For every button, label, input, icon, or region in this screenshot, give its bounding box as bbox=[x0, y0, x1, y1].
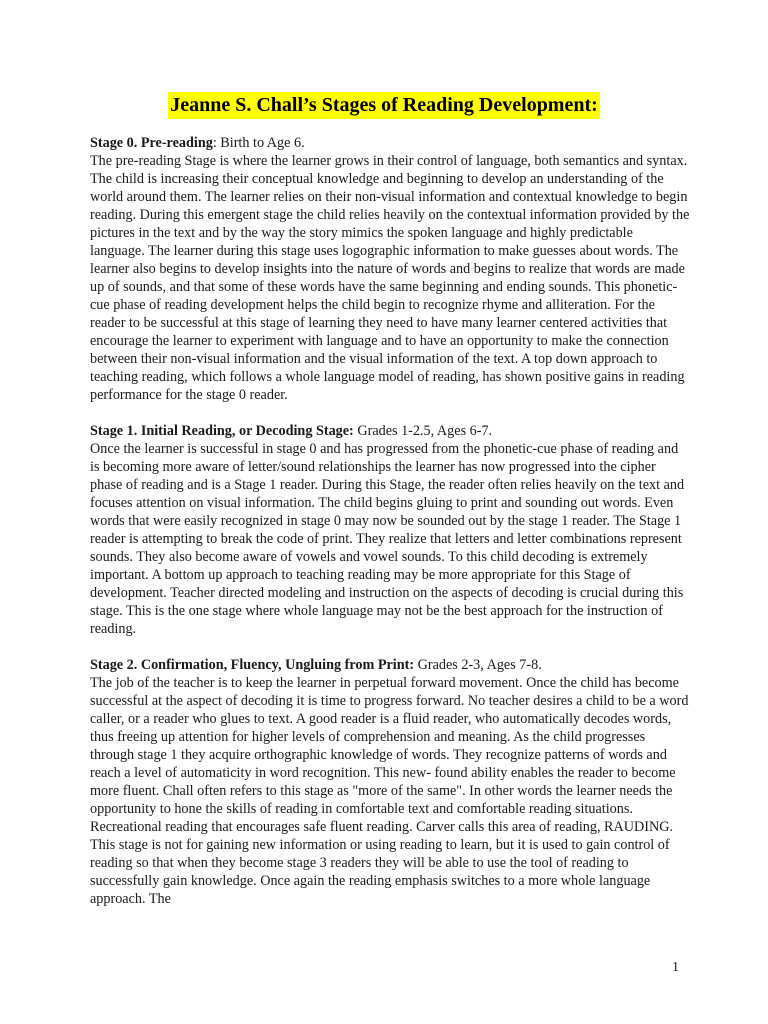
section-stage-0 bbox=[90, 134, 690, 404]
section-heading-line bbox=[90, 656, 690, 674]
section-heading-line bbox=[90, 134, 690, 152]
section-subheading: Grades 1-2.5, Ages 6-7. bbox=[353, 423, 493, 439]
section-paragraph: The job of the teacher is to keep the learner in perpetual forward movement. Once the child has become successful at the aspect of decoding it is time to progress forward. No teacher desires a child to be a word caller, or a reader who glues to text. A good reader is a fluid reader, who automatically decodes words, thus freeing up attention for higher levels of comprehension and meaning. As the child progresses through stage 1 they acquire orthographic knowledge of words. They recognize patterns of words and reach a level of automaticity in word recognition. This new- found ability enables the reader to become more fluent. Chall often refers to this stage as "more of the same". In other words the learner needs the opportunity to hone the skills of reading in comfortable text and comfortable reading situations. Recreational reading that encourages safe fluent reading. Carver calls this area of reading, RAUDING. This stage is not for gaining new information or using reading to learn, but it is used to gain control of reading so that when they become stage 3 readers they will be able to use the tool of reading to successfully gain knowledge. Once again the reading emphasis switches to a more whole language approach. The bbox=[90, 675, 689, 907]
document-body bbox=[90, 134, 690, 926]
section-stage-1 bbox=[90, 422, 690, 638]
title-container bbox=[0, 92, 768, 119]
section-heading-line bbox=[90, 422, 690, 440]
page-title: Jeanne S. Chall’s Stages of Reading Development: bbox=[168, 92, 600, 119]
section-heading: Stage 2. Confirmation, Fluency, Ungluing from Print: bbox=[90, 657, 415, 673]
section-stage-2 bbox=[90, 656, 690, 908]
page-number: 1 bbox=[672, 960, 679, 975]
section-paragraph: The pre-reading Stage is where the learner grows in their control of language, both semantics and syntax. The child is increasing their conceptual knowledge and beginning to develop an understanding of the world around them. The learner relies on their non-visual information and contextual knowledge to begin reading. During this emergent stage the child relies heavily on the contextual information provided by the pictures in the text and by the way the story mimics the spoken language and highly predictable language. The learner during this stage uses logographic information to make guesses about words. The learner also begins to develop insights into the nature of words and begins to realize that words are made up of sounds, and that some of these words have the same beginning and ending sounds. This phonetic-cue phase of reading development helps the child begin to recognize rhyme and alliteration. For the reader to be successful at this stage of learning they need to have many learner centered activities that encourage the learner to experiment with language and to have an opportunity to make the connection between their non-visual information and the visual information of the text. A top down approach to teaching reading, which follows a whole language model of reading, has shown positive gains in reading performance for the stage 0 reader. bbox=[90, 153, 690, 403]
section-subheading: Grades 2-3, Ages 7-8. bbox=[414, 657, 542, 673]
section-heading: Stage 1. Initial Reading, or Decoding Stage: bbox=[90, 423, 354, 439]
section-paragraph: Once the learner is successful in stage 0 and has progressed from the phonetic-cue phase of reading and is becoming more aware of letter/sound relationships the learner has now progressed into the cipher phase of reading and is a Stage 1 reader. During this Stage, the reader often relies heavily on the text and focuses attention on visual information. The child begins gluing to print and sounding out words. Even words that were easily recognized in stage 0 may now be sounded out by the stage 1 reader. The Stage 1 reader is attempting to break the code of print. They realize that letters and letter combinations represent sounds. They also become aware of vowels and vowel sounds. To this child decoding is extremely important. A bottom up approach to teaching reading may be more appropriate for this Stage of development. Teacher directed modeling and instruction on the aspects of decoding is crucial during this stage. This is the one stage where whole language may not be the best approach for the instruction of reading. bbox=[90, 441, 685, 637]
section-heading: Stage 0. Pre-reading bbox=[90, 135, 213, 151]
section-subheading: : Birth to Age 6. bbox=[212, 135, 305, 151]
